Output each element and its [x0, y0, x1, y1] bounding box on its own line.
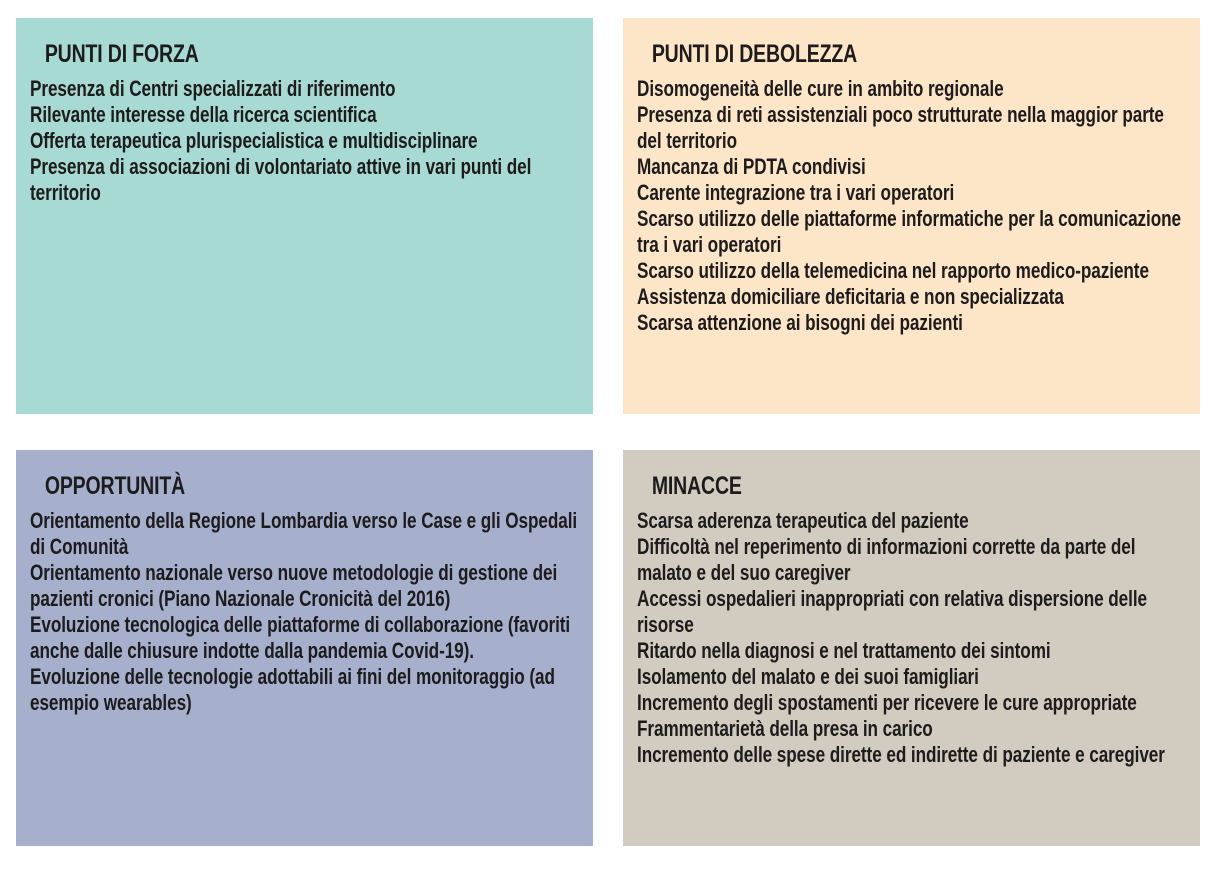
quadrant-title-weaknesses: PUNTI DI DEBOLEZZA: [651, 40, 858, 68]
list-item: Presenza di Centri specializzati di riferimento: [30, 76, 396, 101]
list-item: Presenza di associazioni di volontariato attive in vari punti del territorio: [30, 154, 532, 205]
list-item: Scarsa attenzione ai bisogni dei pazienti: [637, 310, 963, 335]
list-item: Presenza di reti assistenziali poco strutturate nella maggior parte del territorio: [637, 102, 1164, 153]
list-item: Offerta terapeutica plurispecialistica e multidisciplinare: [30, 128, 478, 153]
quadrant-opportunities: [16, 450, 593, 846]
list-item: Scarso utilizzo della telemedicina nel rapporto medico-paziente: [637, 258, 1149, 283]
quadrant-strengths: [16, 18, 593, 414]
list-item: Orientamento nazionale verso nuove metodologie di gestione dei pazienti cronici (Piano Nazionale Cronicità del 2016): [30, 560, 558, 611]
list-item: Ritardo nella diagnosi e nel trattamento dei sintomi: [637, 638, 1051, 663]
quadrant-title-strengths: PUNTI DI FORZA: [44, 40, 199, 68]
list-item: Carente integrazione tra i vari operatori: [637, 180, 955, 205]
quadrant-title-threats: MINACCE: [651, 472, 742, 500]
list-item: Difficoltà nel reperimento di informazioni corrette da parte del malato e del suo caregiver: [637, 534, 1136, 585]
list-item: Disomogeneità delle cure in ambito regionale: [637, 76, 1004, 101]
quadrant-threats: [623, 450, 1200, 846]
list-item: Mancanza di PDTA condivisi: [637, 154, 866, 179]
quadrant-weaknesses-content: [637, 40, 1186, 336]
quadrant-threats-content: [637, 472, 1186, 768]
list-item: Incremento delle spese dirette ed indirette di paziente e caregiver: [637, 742, 1165, 767]
list-item: Scarsa aderenza terapeutica del paziente: [637, 508, 969, 533]
list-item: Incremento degli spostamenti per ricevere le cure appropriate: [637, 690, 1137, 715]
list-item: Evoluzione tecnologica delle piattaforme di collaborazione (favoriti anche dalle chiusure indotte dalla pandemia Covid-19).: [30, 612, 571, 663]
quadrant-weaknesses: [623, 18, 1200, 414]
list-item: Evoluzione delle tecnologie adottabili ai fini del monitoraggio (ad esempio wearables): [30, 664, 555, 715]
quadrant-title-opportunities: OPPORTUNITÀ: [44, 472, 186, 500]
quadrant-strengths-content: [30, 40, 579, 206]
list-item: Orientamento della Regione Lombardia verso le Case e gli Ospedali di Comunità: [30, 508, 578, 559]
list-item: Frammentarietà della presa in carico: [637, 716, 933, 741]
list-item: Accessi ospedalieri inappropriati con relativa dispersione delle risorse: [637, 586, 1147, 637]
list-item: Assistenza domiciliare deficitaria e non specializzata: [637, 284, 1064, 309]
list-item: Isolamento del malato e dei suoi famigliari: [637, 664, 979, 689]
quadrant-opportunities-content: [30, 472, 579, 716]
list-item: Scarso utilizzo delle piattaforme informatiche per la comunicazione tra i vari operatori: [637, 206, 1182, 257]
list-item: Rilevante interesse della ricerca scientifica: [30, 102, 377, 127]
